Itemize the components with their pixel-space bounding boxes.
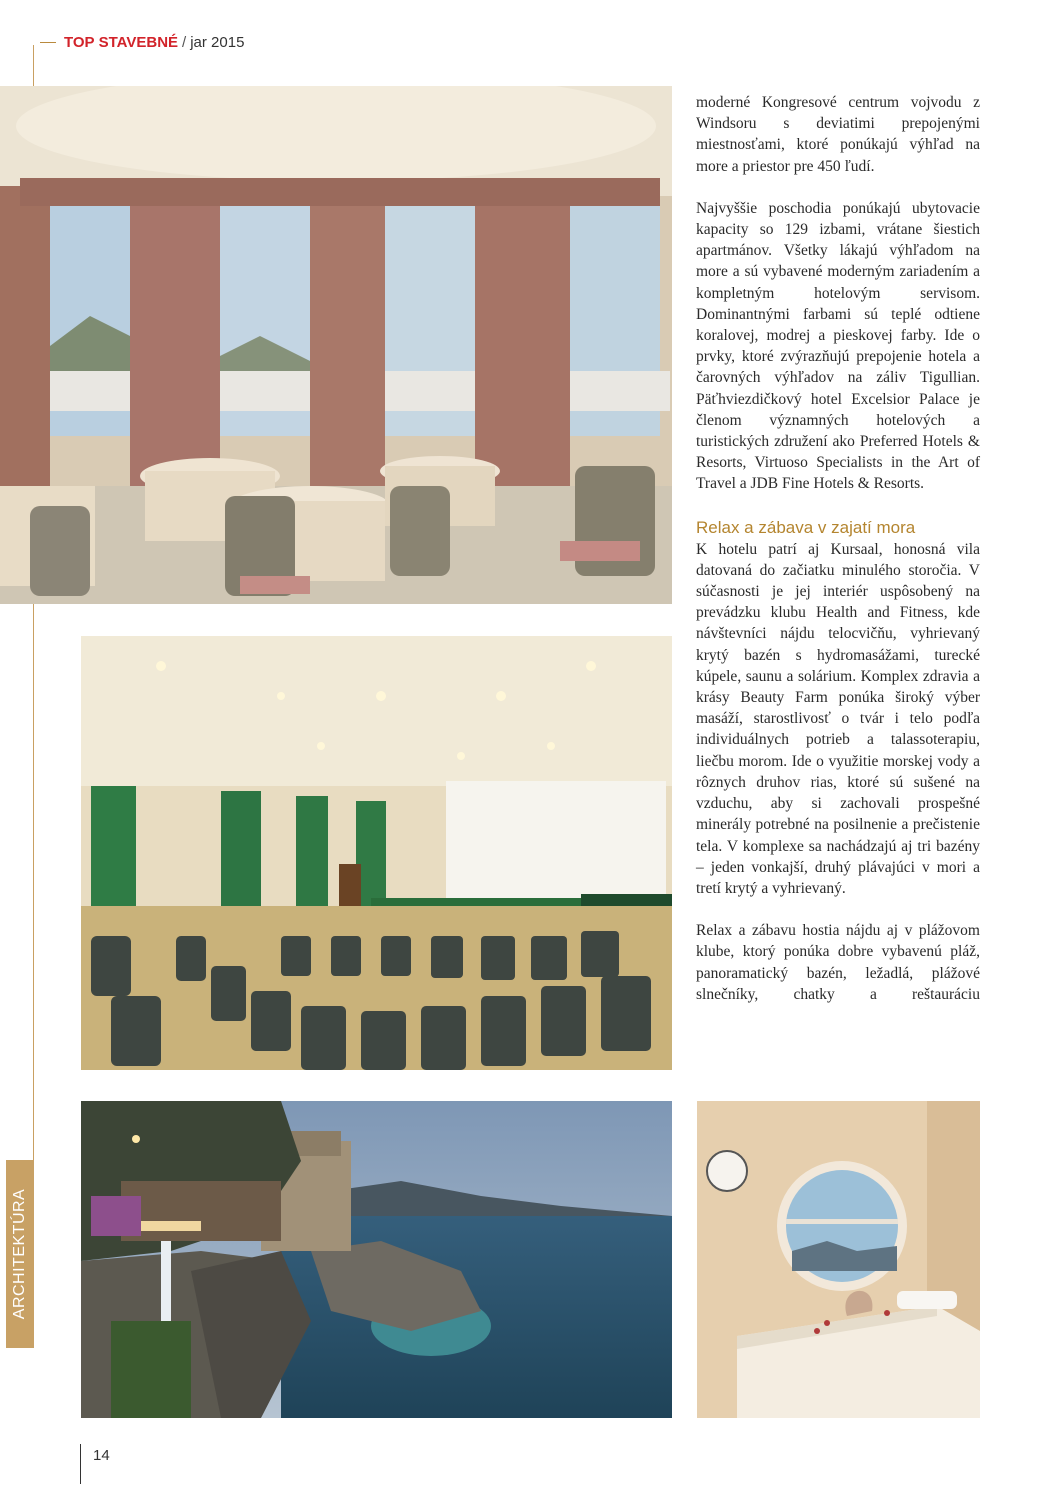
article-text-column xyxy=(696,92,980,1026)
article-subheading: Relax a zábava v zajatí mora xyxy=(696,517,916,537)
article-paragraph: K hotelu patrí aj Kursaal, honosná vila datovaná do začiatku minulého storočia. V súčasnosti je jej interiér uspôsobený na prevádzku klubu Health and Fitness, kde návštevníci nájdu telocvičňu, vyhrievaný krytý bazén s hydromasážami, turecké kúpele, saunu a solárium. Komplex zdravia a krásy Beauty Farm ponúka široký výber masáží, starostlivosť o tvár i telo podľa individuálnych potrieb a talassoterapiu, liečbu morom. Ide o využitie morskej vody a rôznych druhov rias, ktoré sú sušené na vzduchu, aby si zachovali prospešné minerály potrebné na posilnenie a prečistenie tela. V komplexe sa nachádzajú aj tri bazény – jeden vonkajší, druhý plávajúci v mori a tretí krytý a vyhrievaný. xyxy=(696,540,980,897)
conference-hall-photo xyxy=(81,636,672,1070)
spa-room-photo xyxy=(697,1101,980,1418)
article-paragraph: Najvyššie poschodia ponúkajú ubytovacie kapacity so 129 izbami, vrátane šiestich apartmánov. Všetky lákajú výhľadom na more a sú vybavené moderným zariadením a kompletným hotelovým servisom. Dominantnými farbami sú teplé odtiene koralovej, modrej a pieskovej farby. Ide o prvky, ktoré zvýrazňujú prepojenie hotela a čarovných výhľadov na záliv Tigullian. Päťhviezdičkový hotel Excelsior Palace je členom významných hotelových a turistických združení ako Preferred Hotels & Resorts, Virtuoso Specialists in the Art of Travel a JDB Fine Hotels & Resorts. xyxy=(696,199,980,493)
seaside-terrace-photo xyxy=(81,1101,672,1418)
running-header xyxy=(40,30,244,54)
article-paragraph: Relax a zábavu hostia nájdu aj v plážovom klube, ktorý ponúka dobre vybavenú pláž, panoramatický bazén, ležadlá, plážové slnečníky, chatky a reštauráciu xyxy=(696,922,980,1003)
header-separator: / xyxy=(182,33,187,51)
brand-name: STAVEBNÉ xyxy=(98,33,179,51)
section-tab xyxy=(6,1160,34,1348)
restaurant-photo xyxy=(0,86,672,604)
header-rule xyxy=(40,42,56,43)
page-number: 14 xyxy=(80,1444,110,1484)
issue-label: jar 2015 xyxy=(190,33,245,51)
brand-top: TOP xyxy=(64,33,95,51)
article-paragraph: moderné Kongresové centrum vojvodu z Windsoru s deviatimi prepojenými miestnosťami, ktoré ponúkajú výhľad na more a priestor pre 450 ľudí. xyxy=(696,94,980,175)
section-label: ARCHITEKTÚRA xyxy=(11,1188,28,1320)
